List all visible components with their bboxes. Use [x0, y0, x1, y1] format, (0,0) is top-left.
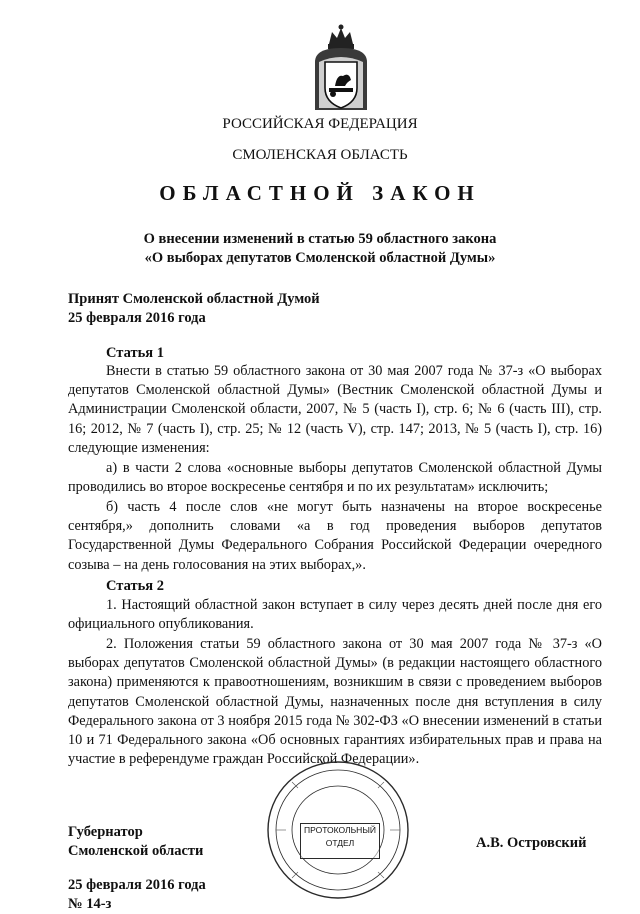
signing-date: 25 февраля 2016 года	[68, 877, 206, 893]
article-1-intro: Внести в статью 59 областного закона от 30 мая 2007 года № 37-з «О выборах депутатов Смоленской областной Думы» (Вестник Смоленской областной Думы и Администрации Смоленской области, 2007, № 5 (часть I), стр. 6; № 6 (часть III), стр. 16; 2012, № 7 (часть I), стр. 25; № 12 (часть V), стр. 147; 2013, № 5 (часть I), стр. 16) следующие изменения:	[68, 363, 602, 456]
article-1-heading: Статья 1	[106, 345, 164, 361]
subject-line-1: О внесении изменений в статью 59 областного закона	[143, 231, 497, 247]
stamp-line-2: ОТДЕЛ	[325, 838, 355, 848]
stamp-department-box	[300, 823, 380, 859]
law-number: № 14-з	[68, 896, 112, 912]
coat-of-arms-icon	[311, 22, 371, 114]
law-subject	[60, 230, 580, 268]
article-1-item-a: а) в части 2 слова «основные выборы депутатов Смоленской областной Думы проводились во второе воскресенье сентября и по их результатам» исключить;	[68, 460, 602, 496]
subject-line-2: «О выборах депутатов Смоленской областной Думы»	[144, 250, 496, 266]
document-title: ОБЛАСТНОЙ ЗАКОН	[159, 181, 481, 205]
article-1-item-b: б) часть 4 после слов «не могут быть назначены на второе воскресенье сентября,» дополнить словами «а в год проведения выборов депутатов Государственной Думы Федерального Собрания Российской Федерации очередного созыва – на день голосования на этих выборах,».	[68, 499, 602, 573]
adoption-date: 25 февраля 2016 года	[68, 310, 206, 326]
signer-position-line-2: Смоленской области	[68, 843, 204, 859]
article-2-item-1: 1. Настоящий областной закон вступает в силу через десять дней после дня его официального опубликования.	[68, 597, 602, 633]
country-heading: РОССИЙСКАЯ ФЕДЕРАЦИЯ	[222, 116, 418, 132]
adoption-block	[68, 290, 468, 328]
signer-position	[68, 823, 268, 861]
signing-block	[68, 876, 318, 914]
signer-position-line-1: Губернатор	[68, 824, 143, 840]
signer-name: А.В. Островский	[476, 835, 587, 851]
region-heading: СМОЛЕНСКАЯ ОБЛАСТЬ	[232, 147, 408, 163]
stamp-line-1: ПРОТОКОЛЬНЫЙ	[304, 825, 376, 835]
article-2-item-2: 2. Положения статьи 59 областного закона от 30 мая 2007 года № 37-з «О выборах депутатов Смоленской областной Думы» (в редакции настоящего областного закона) применяются к правоотношениям, возникшим в связи с проведением выборов депутатов Смоленской областной Думы, назначенных после дня вступления в силу Федерального закона от 3 ноября 2015 года № 302-ФЗ «О внесении изменений в статьи 10 и 71 Федерального закона «Об основных гарантиях избирательных прав и права на участие в референдуме граждан Российской Федерации».	[68, 636, 602, 768]
article-2-heading: Статья 2	[106, 578, 164, 594]
adoption-body: Принят Смоленской областной Думой	[68, 291, 320, 307]
